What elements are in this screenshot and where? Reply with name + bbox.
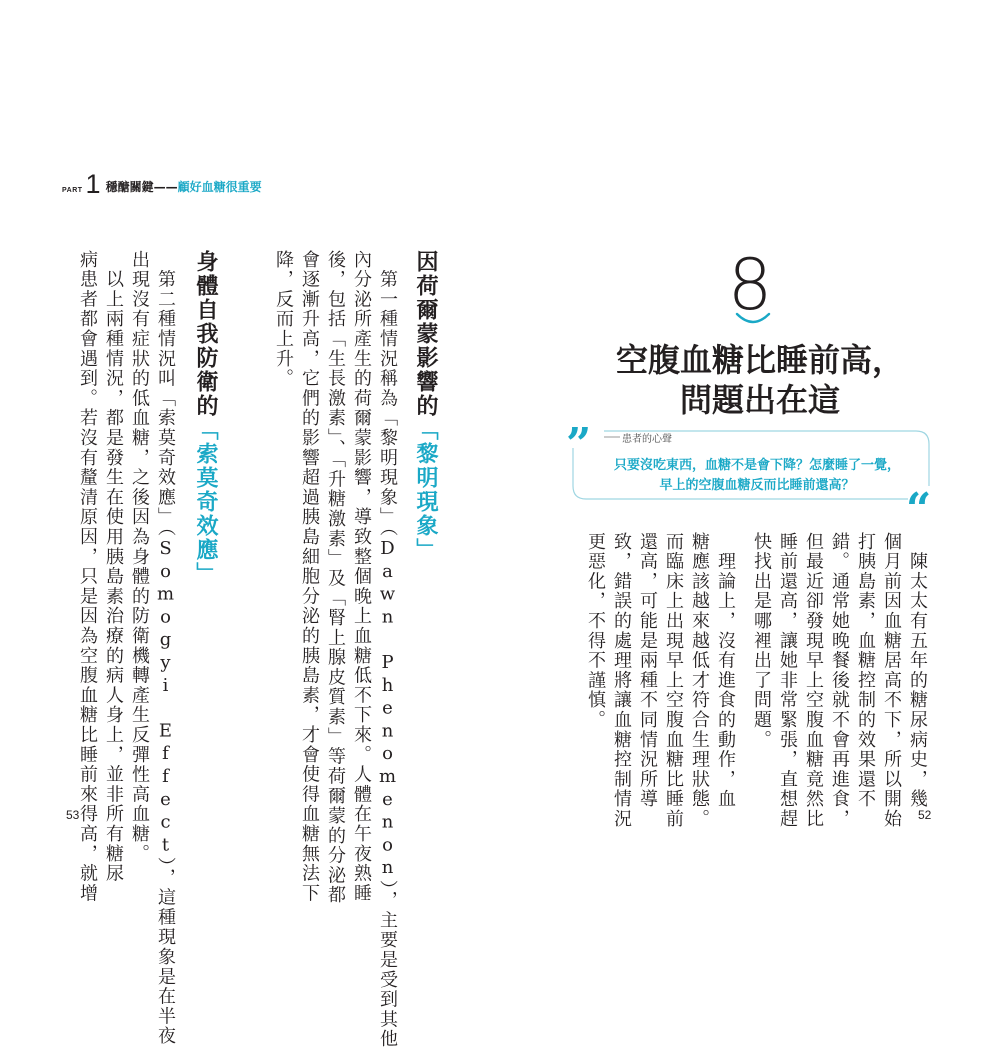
body-column: 理論上，沒有進食的動作，血 [715,532,736,810]
section1-column: 會逐漸升高，它們的影響超過胰島細胞分泌的胰島素，才會使得血糖無法下 [299,250,320,904]
quote-open-icon: ” [566,419,592,470]
part-number: 1 [85,169,101,199]
smile-icon [733,310,773,330]
chapter-number: 8 [727,244,773,326]
section2-column: 病患者都會遇到。若沒有釐清原因，只是因為空腹血糖比睡前來得高，就增 [77,250,98,904]
body-column: 錯。通常她晚餐後就不會再進食， [829,532,850,829]
header-title-accent: 顧好血糖很重要 [177,180,262,194]
body-column: 還高，可能是兩種不同情況所導 [637,532,658,810]
section2-heading-accent: 「索莫奇效應」 [193,418,218,586]
chapter-title-line: 空腹血糖比睡前高， [615,341,904,379]
header-title-prefix: 穩醣關鍵—— [105,180,178,194]
section1-heading-prefix: 因荷爾蒙影響的 [413,250,438,418]
section2-column: 第二種情況叫「索莫奇效應」（Somogyi Effect），這種現象是在半夜 [155,250,176,1047]
body-column: 打胰島素，血糖控制的效果還不 [855,532,876,810]
chapter-title-line: 問題出在這 [679,381,840,419]
part-label: PART [62,187,83,194]
left-page-number: 53 [66,808,80,822]
section1-heading [410,250,441,562]
section1-column: 後，包括「生長激素」、「升糖激素」及「腎上腺皮質素」等荷爾蒙的分泌都 [325,250,346,906]
body-column: 而臨床上出現早上空腹血糖比睡前 [663,532,684,829]
section1-column: 內分泌所產生的荷爾蒙影響，導致整個晚上血糖低不下來。人體在午夜熟睡 [351,250,372,904]
header-title [106,178,262,195]
running-header [62,170,262,198]
body-column: 快找出是哪裡出了問題。 [751,532,772,750]
body-column: 睡前還高，讓她非常緊張，直想趕 [777,532,798,829]
body-column: 更惡化，不得不謹慎。 [585,532,606,730]
quote-line: 早上的空腹血糖反而比睡前還高？ [659,478,855,493]
body-column: 但最近卻發現早上空腹血糖竟然比 [803,532,824,829]
section2-heading [190,250,221,586]
body-column: 糖應該越來越低才符合生理狀態。 [689,532,710,829]
body-column: 陳太太有五年的糖尿病史，幾 [907,532,928,810]
body-column: 致，錯誤的處理將讓血糖控制情況 [611,532,632,829]
quote-line: 只要沒吃東西，血糖不是會下降？怎麼睡了一覺， [613,458,900,473]
quote-label: 患者的心聲 [622,434,672,445]
section1-column: 降，反而上升。 [273,250,294,389]
section2-column: 以上兩種情況，都是發生在使用胰島素治療的病人身上，並非所有糖尿 [103,250,124,884]
body-column: 個月前因血糖居高不下，所以開始 [881,532,902,829]
quote-close-icon: “ [906,484,932,535]
section2-heading-prefix: 身體自我防衛的 [193,250,218,418]
section1-heading-accent: 「黎明現象」 [413,418,438,562]
section2-column: 出現沒有症狀的低血糖，之後因為身體的防衛機轉產生反彈性高血糖。 [129,250,150,864]
section1-column: 第一種情況稱為「黎明現象」（Dawn Phenomenon），主要是受到其他 [377,250,398,1049]
chapter-title [550,340,970,420]
right-page-number: 52 [918,808,932,822]
